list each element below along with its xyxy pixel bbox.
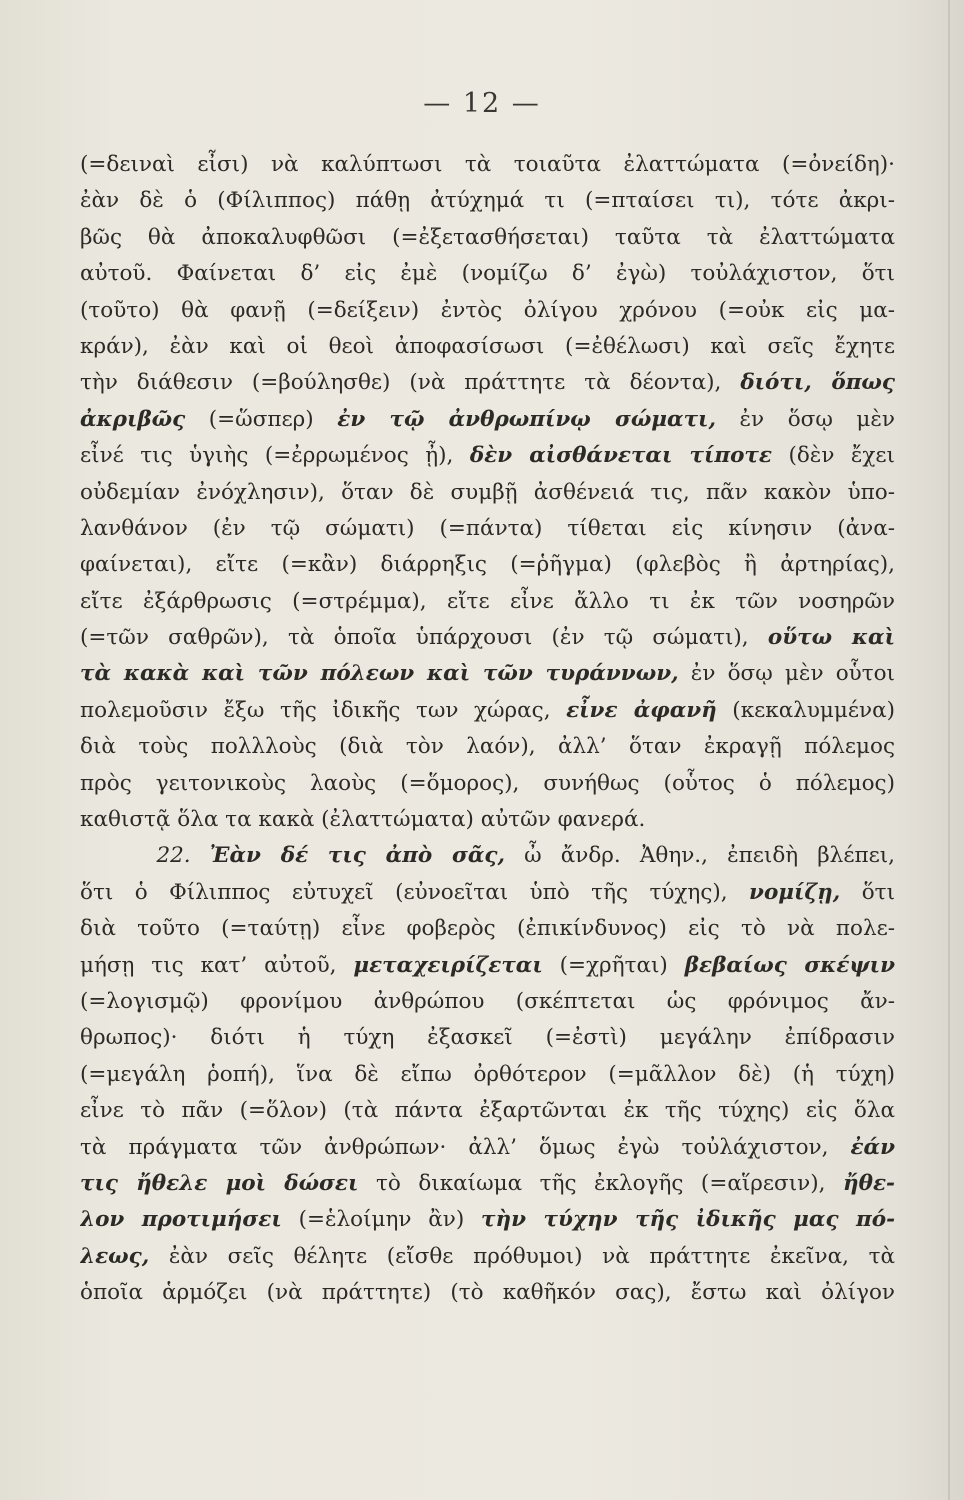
text-line: ἀκριβῶς (=ὥσπερ) ἐν τῷ ἀνθρωπίνῳ σώματι, ἐν ὅσῳ μὲν <box>80 406 895 432</box>
body-text <box>80 147 895 1312</box>
text-line: λανθάνον (ἐν τῷ σώματι) (=πάντα) τίθεται εἰς κίνησιν (ἀνα- <box>80 515 895 541</box>
text-line: τὰ πράγματα τῶν ἀνθρώπων· ἀλλ’ ὅμως ἐγὼ τοὐλάχιστον, ἐάν <box>80 1134 895 1160</box>
text-line: (=μεγάλη ῥοπή), ἵνα δὲ εἴπω ὀρθότερον (=μᾶλλον δὲ) (ἡ τύχη) <box>80 1061 895 1087</box>
text-line: εἶνε τὸ πᾶν (=ὅλον) (τὰ πάντα ἐξαρτῶνται ἐκ τῆς τύχης) εἰς ὅλα <box>80 1098 895 1124</box>
text-line: τις ἤθελε μοὶ δώσει τὸ δικαίωμα τῆς ἐκλογῆς (=αἵρεσιν), ἤθε- <box>80 1170 895 1196</box>
page-number: — 12 — <box>423 88 541 119</box>
text-line: τὰ κακὰ καὶ τῶν πόλεων καὶ τῶν τυράννων, ἐν ὅσῳ μὲν οὗτοι <box>80 661 895 687</box>
page-edge-shadow <box>948 0 950 1500</box>
text-line: αὐτοῦ. Φαίνεται δ’ εἰς ἐμὲ (νομίζω δ’ ἐγὼ) τοὐλάχιστον, ὅτι <box>80 261 895 287</box>
text-line: λεως, ἐὰν σεῖς θέλητε (εἴσθε πρόθυμοι) νὰ πράττητε ἐκεῖνα, τὰ <box>80 1243 895 1269</box>
text-line: πρὸς γειτονικοὺς λαοὺς (=ὅμορος), συνήθως (οὗτος ὁ πόλεμος) <box>80 770 895 796</box>
text-line: μήσῃ τις κατ’ αὐτοῦ, μεταχειρίζεται (=χρῆται) βεβαίως σκέψιν <box>80 952 895 978</box>
text-line: φαίνεται), εἴτε (=κἂν) διάρρηξις (=ῥῆγμα) (φλεβὸς ἢ ἀρτηρίας), <box>80 552 895 578</box>
text-line: λον προτιμήσει (=ἑλοίμην ἂν) τὴν τύχην τῆς ἰδικῆς μας πό- <box>80 1207 895 1233</box>
text-line: διὰ τοὺς πολλλοὺς (διὰ τὸν λαόν), ἀλλ’ ὅταν ἐκραγῇ πόλεμος <box>80 734 895 760</box>
text-line: (=δειναὶ εἶσι) νὰ καλύπτωσι τὰ τοιαῦτα ἐλαττώματα (=ὀνείδη)· <box>80 152 895 177</box>
text-line: εἶνέ τις ὑγιὴς (=ἐρρωμένος ᾖ), δὲν αἰσθάνεται τίποτε (δὲν ἔχει <box>80 443 895 469</box>
text-line: ὁποῖα ἁρμόζει (νὰ πράττητε) (τὸ καθῆκόν σας), ἔστω καὶ ὀλίγον <box>80 1280 895 1306</box>
text-line: (τοῦτο) θὰ φανῇ (=δείξειν) ἐντὸς ὀλίγου χρόνου (=οὐκ εἰς μα- <box>80 297 895 323</box>
text-line: (=λογισμῷ) φρονίμου ἀνθρώπου (σκέπτεται ὡς φρόνιμος ἄν- <box>80 988 895 1014</box>
text-line: θρωπος)· διότι ἡ τύχη ἐξασκεῖ (=ἐστὶ) μεγάλην ἐπίδρασιν <box>80 1025 895 1051</box>
text-line: κράν), ἐὰν καὶ οἱ θεοὶ ἀποφασίσωσι (=ἐθέλωσι) καὶ σεῖς ἔχητε <box>80 333 895 359</box>
text-line: τὴν διάθεσιν (=βούλησθε) (νὰ πράττητε τὰ δέοντα), διότι, ὅπως <box>80 370 895 396</box>
text-line: ἐὰν δὲ ὁ (Φίλιππος) πάθῃ ἀτύχημά τι (=πταίσει τι), τότε ἀκρι- <box>80 188 895 214</box>
text-line: ὅτι ὁ Φίλιππος εὐτυχεῖ (εὐνοεῖται ὑπὸ τῆς τύχης), νομίζῃ, ὅτι <box>80 879 895 905</box>
text-line: διὰ τοῦτο (=ταύτῃ) εἶνε φοβερὸς (ἐπικίνδυνος) εἰς τὸ νὰ πολε- <box>80 916 895 942</box>
text-line: (=τῶν σαθρῶν), τὰ ὁποῖα ὑπάρχουσι (ἐν τῷ σώματι), οὕτω καὶ <box>80 625 895 651</box>
text-line: πολεμοῦσιν ἔξω τῆς ἰδικῆς των χώρας, εἶνε ἀφανῆ (κεκαλυμμένα) <box>80 697 895 723</box>
text-line: 22. Ἐὰν δέ τις ἀπὸ σᾶς, ὦ ἄνδρ. Ἀθην., ἐπειδὴ βλέπει, <box>156 843 895 869</box>
text-line: εἴτε ἐξάρθρωσις (=στρέμμα), εἴτε εἶνε ἄλλο τι ἐκ τῶν νοσηρῶν <box>80 588 895 614</box>
text-line: οὐδεμίαν ἐνόχλησιν), ὅταν δὲ συμβῇ ἀσθένειά τις, πᾶν κακὸν ὑπο- <box>80 479 895 505</box>
text-line: βῶς θὰ ἀποκαλυφθῶσι (=ἐξετασθήσεται) ταῦτα τὰ ἐλαττώματα <box>80 224 895 250</box>
text-line: καθιστᾷ ὅλα τα κακὰ (ἐλαττώματα) αὐτῶν φανερά. <box>80 807 646 833</box>
